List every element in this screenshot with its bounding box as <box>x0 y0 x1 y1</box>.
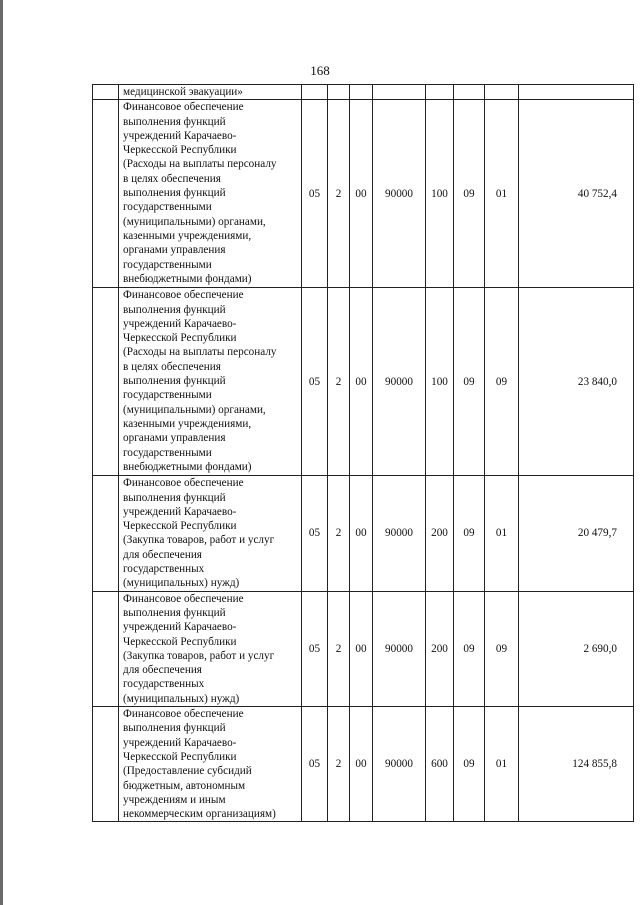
subprogram-code-cell: 2 <box>328 288 350 476</box>
table-row <box>93 707 634 822</box>
direction-code-cell: 90000 <box>373 476 426 591</box>
blank-cell <box>93 707 119 822</box>
blank-cell <box>93 85 119 100</box>
main-event-code-cell: 00 <box>350 288 373 476</box>
budget-allocation-table <box>92 84 634 822</box>
expense-type-code-cell: 200 <box>426 476 454 591</box>
table-row <box>93 476 634 591</box>
subsection-code-cell: 01 <box>485 476 519 591</box>
program-code-cell: 05 <box>302 288 328 476</box>
blank-cell <box>93 591 119 706</box>
direction-code-cell: 90000 <box>373 591 426 706</box>
expense-type-code-cell: 200 <box>426 591 454 706</box>
sum-cell: 20 479,7 <box>519 476 634 591</box>
sum-cell: 23 840,0 <box>519 288 634 476</box>
subprogram-code-cell: 2 <box>328 100 350 288</box>
expense-type-code-cell: 600 <box>426 707 454 822</box>
table-row <box>93 591 634 706</box>
subsection-code-cell <box>485 85 519 100</box>
expense-type-code-cell: 100 <box>426 100 454 288</box>
expense-name-cell: Финансовое обеспечение выполнения функций учреждений Карачаево- Черкесской Республики (Расходы на выплаты персоналу в целях обеспечения выполнения функций государственными (муниципальными) органами, казенными учреждениями, органами управления государственными внебюджетными фондами) <box>119 100 302 288</box>
table-row <box>93 85 634 100</box>
program-code-cell: 05 <box>302 476 328 591</box>
expense-type-code-cell <box>426 85 454 100</box>
section-code-cell: 09 <box>454 707 485 822</box>
subprogram-code-cell <box>328 85 350 100</box>
main-event-code-cell: 00 <box>350 707 373 822</box>
subprogram-code-cell: 2 <box>328 707 350 822</box>
program-code-cell: 05 <box>302 591 328 706</box>
section-code-cell: 09 <box>454 100 485 288</box>
sum-cell <box>519 85 634 100</box>
program-code-cell: 05 <box>302 100 328 288</box>
sum-cell: 40 752,4 <box>519 100 634 288</box>
expense-type-code-cell: 100 <box>426 288 454 476</box>
subsection-code-cell: 09 <box>485 591 519 706</box>
blank-cell <box>93 476 119 591</box>
section-code-cell: 09 <box>454 288 485 476</box>
direction-code-cell: 90000 <box>373 100 426 288</box>
section-code-cell <box>454 85 485 100</box>
expense-name-cell: Финансовое обеспечение выполнения функций учреждений Карачаево- Черкесской Республики (Расходы на выплаты персоналу в целях обеспечения выполнения функций государственными (муниципальными) органами, казенными учреждениями, органами управления государственными внебюджетными фондами) <box>119 288 302 476</box>
expense-name-cell: Финансовое обеспечение выполнения функций учреждений Карачаево- Черкесской Республики (Предоставление субсидий бюджетным, автономным учреждениям и иным некоммерческим организациям) <box>119 707 302 822</box>
program-code-cell <box>302 85 328 100</box>
page-number: 168 <box>310 63 330 78</box>
direction-code-cell: 90000 <box>373 707 426 822</box>
table-row <box>93 288 634 476</box>
sum-cell: 124 855,8 <box>519 707 634 822</box>
expense-name-cell: Финансовое обеспечение выполнения функций учреждений Карачаево- Черкесской Республики (Закупка товаров, работ и услуг для обеспечения государственных (муниципальных) нужд) <box>119 591 302 706</box>
subsection-code-cell: 01 <box>485 100 519 288</box>
section-code-cell: 09 <box>454 591 485 706</box>
expense-name-cell: Финансовое обеспечение выполнения функций учреждений Карачаево- Черкесской Республики (Закупка товаров, работ и услуг для обеспечения государственных (муниципальных) нужд) <box>119 476 302 591</box>
subprogram-code-cell: 2 <box>328 591 350 706</box>
main-event-code-cell: 00 <box>350 100 373 288</box>
direction-code-cell <box>373 85 426 100</box>
sum-cell: 2 690,0 <box>519 591 634 706</box>
direction-code-cell: 90000 <box>373 288 426 476</box>
main-event-code-cell: 00 <box>350 476 373 591</box>
blank-cell <box>93 288 119 476</box>
main-event-code-cell: 00 <box>350 591 373 706</box>
blank-cell <box>93 100 119 288</box>
section-code-cell: 09 <box>454 476 485 591</box>
subprogram-code-cell: 2 <box>328 476 350 591</box>
main-event-code-cell <box>350 85 373 100</box>
scan-edge-shadow <box>0 0 3 905</box>
subsection-code-cell: 01 <box>485 707 519 822</box>
expense-name-cell: медицинской эвакуации» <box>119 85 302 100</box>
program-code-cell: 05 <box>302 707 328 822</box>
table-row <box>93 100 634 288</box>
subsection-code-cell: 09 <box>485 288 519 476</box>
